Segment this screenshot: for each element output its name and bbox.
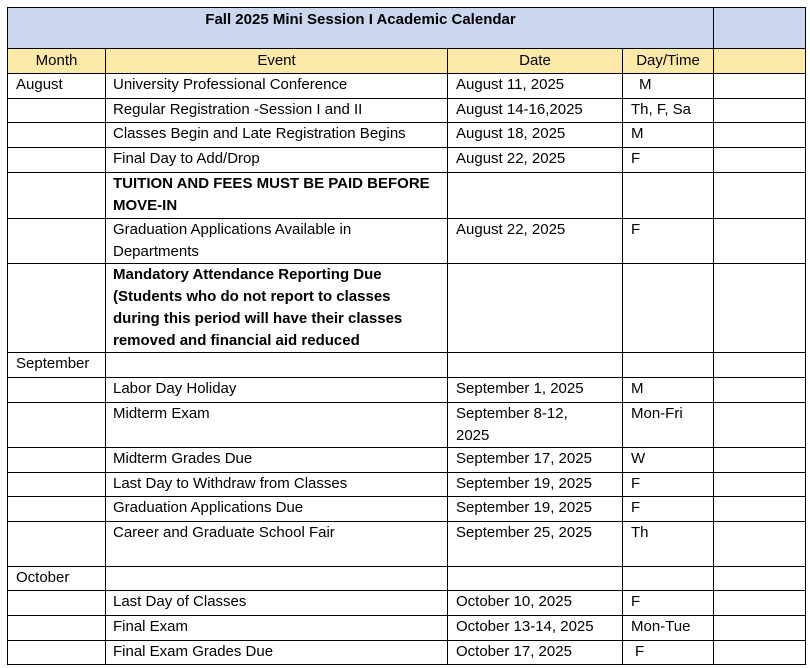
row-month xyxy=(8,378,106,403)
row-date: August 14-16,2025 xyxy=(448,99,623,123)
row-extra xyxy=(714,264,806,353)
row-extra xyxy=(714,378,806,403)
row-event: Labor Day Holiday xyxy=(106,378,448,403)
row-event: Classes Begin and Late Registration Begins xyxy=(106,123,448,148)
row-date xyxy=(448,353,623,378)
row-day: F xyxy=(623,641,714,665)
row-day: M xyxy=(623,378,714,403)
table-row xyxy=(8,123,806,148)
row-day xyxy=(623,353,714,378)
table-row xyxy=(8,99,806,123)
row-date xyxy=(448,567,623,591)
header-day-time: Day/Time xyxy=(623,49,714,74)
table-row xyxy=(8,448,806,473)
row-month xyxy=(8,99,106,123)
row-month xyxy=(8,148,106,173)
row-extra xyxy=(714,473,806,497)
header-event: Event xyxy=(106,49,448,74)
row-day: Mon-Tue xyxy=(623,616,714,641)
row-event: Midterm Exam xyxy=(106,403,448,448)
row-extra xyxy=(714,403,806,448)
row-extra xyxy=(714,99,806,123)
month-row xyxy=(8,567,806,591)
table-row xyxy=(8,74,806,99)
row-month xyxy=(8,616,106,641)
row-month: October xyxy=(8,567,106,591)
row-event: Career and Graduate School Fair xyxy=(106,522,448,567)
row-day: Th xyxy=(623,522,714,567)
row-month: August xyxy=(8,74,106,99)
row-month xyxy=(8,173,106,219)
row-event: Regular Registration -Session I and II xyxy=(106,99,448,123)
table-row xyxy=(8,403,806,448)
row-extra xyxy=(714,219,806,264)
row-event: University Professional Conference xyxy=(106,74,448,99)
row-month xyxy=(8,123,106,148)
row-date: September 17, 2025 xyxy=(448,448,623,473)
row-extra xyxy=(714,173,806,219)
row-month: September xyxy=(8,353,106,378)
row-event: Graduation Applications Available in Departments xyxy=(106,219,448,264)
row-extra xyxy=(714,74,806,99)
table-row xyxy=(8,173,806,219)
table-row xyxy=(8,378,806,403)
row-day: F xyxy=(623,497,714,522)
row-date: October 13-14, 2025 xyxy=(448,616,623,641)
row-event: Graduation Applications Due xyxy=(106,497,448,522)
row-day xyxy=(623,264,714,353)
calendar-title: Fall 2025 Mini Session I Academic Calendar xyxy=(8,8,714,49)
row-month xyxy=(8,473,106,497)
row-extra xyxy=(714,641,806,665)
row-date: September 19, 2025 xyxy=(448,497,623,522)
table-row xyxy=(8,641,806,665)
row-event xyxy=(106,353,448,378)
row-date: September 8-12, 2025 xyxy=(448,403,623,448)
title-row xyxy=(8,8,806,49)
row-day: F xyxy=(623,148,714,173)
row-month xyxy=(8,641,106,665)
tuition-notice: TUITION AND FEES MUST BE PAID BEFORE MOVE-IN xyxy=(106,173,448,219)
row-date: August 18, 2025 xyxy=(448,123,623,148)
row-event: Final Day to Add/Drop xyxy=(106,148,448,173)
row-event xyxy=(106,567,448,591)
header-extra xyxy=(714,49,806,74)
row-event: Final Exam Grades Due xyxy=(106,641,448,665)
academic-calendar-table xyxy=(7,7,806,665)
attendance-notice: Mandatory Attendance Reporting Due (Students who do not report to classes during this period will have their classes removed and financial aid reduced xyxy=(106,264,448,353)
row-day: Th, F, Sa xyxy=(623,99,714,123)
table-row xyxy=(8,264,806,353)
row-event: Final Exam xyxy=(106,616,448,641)
row-month xyxy=(8,264,106,353)
table-row xyxy=(8,148,806,173)
row-extra xyxy=(714,497,806,522)
header-date: Date xyxy=(448,49,623,74)
table-row xyxy=(8,497,806,522)
table-row xyxy=(8,473,806,497)
row-date: September 1, 2025 xyxy=(448,378,623,403)
row-extra xyxy=(714,591,806,616)
row-month xyxy=(8,522,106,567)
row-day: W xyxy=(623,448,714,473)
row-extra xyxy=(714,522,806,567)
row-event: Last Day to Withdraw from Classes xyxy=(106,473,448,497)
row-date: October 17, 2025 xyxy=(448,641,623,665)
row-day: M xyxy=(623,74,714,99)
row-day xyxy=(623,567,714,591)
row-date: August 22, 2025 xyxy=(448,148,623,173)
row-month xyxy=(8,403,106,448)
row-extra xyxy=(714,616,806,641)
row-extra xyxy=(714,123,806,148)
row-date: August 11, 2025 xyxy=(448,74,623,99)
row-extra xyxy=(714,353,806,378)
row-event: Midterm Grades Due xyxy=(106,448,448,473)
table-row xyxy=(8,616,806,641)
header-row xyxy=(8,49,806,74)
row-day: M xyxy=(623,123,714,148)
row-date: October 10, 2025 xyxy=(448,591,623,616)
row-day: F xyxy=(623,219,714,264)
row-month xyxy=(8,497,106,522)
row-date xyxy=(448,264,623,353)
row-month xyxy=(8,448,106,473)
row-date: August 22, 2025 xyxy=(448,219,623,264)
row-day: F xyxy=(623,591,714,616)
month-row xyxy=(8,353,806,378)
row-day xyxy=(623,173,714,219)
table-row xyxy=(8,591,806,616)
row-date: September 19, 2025 xyxy=(448,473,623,497)
table-row xyxy=(8,219,806,264)
row-extra xyxy=(714,448,806,473)
row-event: Last Day of Classes xyxy=(106,591,448,616)
row-day: F xyxy=(623,473,714,497)
row-day: Mon-Fri xyxy=(623,403,714,448)
table-row xyxy=(8,522,806,567)
row-month xyxy=(8,219,106,264)
row-date xyxy=(448,173,623,219)
row-date: September 25, 2025 xyxy=(448,522,623,567)
row-month xyxy=(8,591,106,616)
title-extra-cell xyxy=(714,8,806,49)
header-month: Month xyxy=(8,49,106,74)
row-extra xyxy=(714,567,806,591)
row-extra xyxy=(714,148,806,173)
